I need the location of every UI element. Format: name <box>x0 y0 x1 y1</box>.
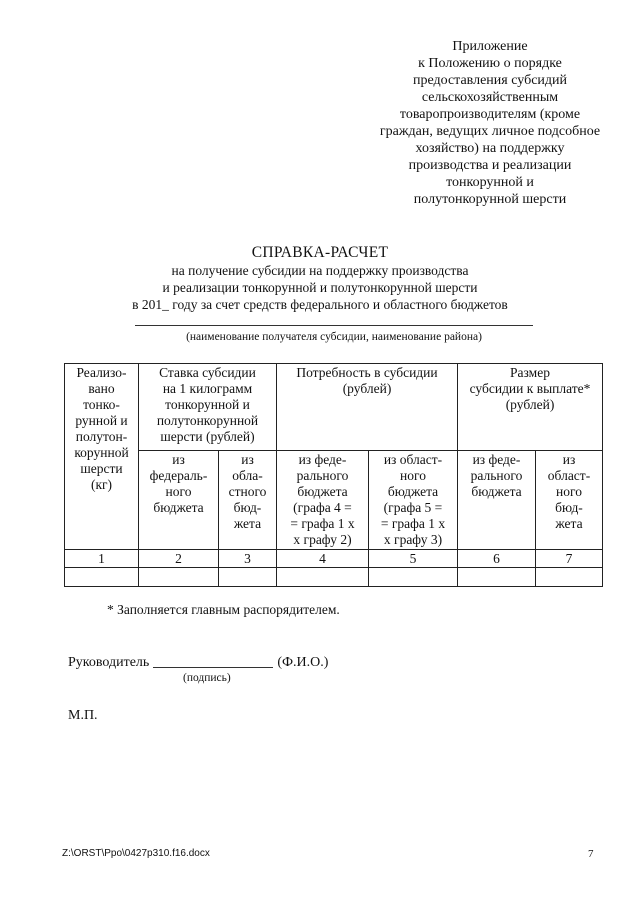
document-subtitle-line: в 201_ году за счет средств федерального и областного бюджетов <box>132 297 508 312</box>
subheader-payout-regional: из област- ного бюд- жета <box>536 451 603 550</box>
document-subtitle-line: на получение субсидии на поддержку производства <box>171 263 469 278</box>
empty-data-row <box>65 568 603 587</box>
table-cell[interactable] <box>369 568 458 587</box>
appendix-line: производства и реализации <box>408 158 572 173</box>
header-subsidy-rate: Ставка субсидии на 1 килограмм тонкорунной и полутонкорунной шерсти (рублей) <box>139 364 277 451</box>
head-name-placeholder: (Ф.И.О.) <box>277 655 329 670</box>
subheader-rate-regional: из обла- стного бюд- жета <box>219 451 277 550</box>
appendix-line: к Положению о порядке <box>418 56 562 71</box>
subheader-need-regional: из област- ного бюджета (графа 5 = = графа 1 х х графу 3) <box>369 451 458 550</box>
appendix-line: тонкорунной и <box>446 175 534 190</box>
signature-blank[interactable] <box>153 667 273 668</box>
appendix-line: товаропроизводителям (кроме <box>399 107 581 122</box>
appendix-line: Приложение <box>452 39 528 54</box>
column-number: 5 <box>369 550 458 568</box>
table-cell[interactable] <box>139 568 219 587</box>
recipient-blank-line <box>135 325 533 326</box>
column-number: 7 <box>536 550 603 568</box>
table-cell[interactable] <box>536 568 603 587</box>
column-number: 4 <box>277 550 369 568</box>
subheader-need-federal: из феде- рального бюджета (графа 4 = = графа 1 х х графу 2) <box>277 451 369 550</box>
table-cell[interactable] <box>458 568 536 587</box>
column-number: 3 <box>219 550 277 568</box>
document-title: СПРАВКА-РАСЧЕТ <box>251 244 389 261</box>
table-cell[interactable] <box>65 568 139 587</box>
stamp-label: М.П. <box>68 708 98 723</box>
document-title-block <box>60 244 580 313</box>
footnote: * Заполняется главным распорядителем. <box>107 602 340 617</box>
subheader-rate-federal: из федераль- ного бюджета <box>139 451 219 550</box>
table-header-row <box>65 364 603 451</box>
signature-line <box>68 655 328 671</box>
column-number: 2 <box>139 550 219 568</box>
table-cell[interactable] <box>219 568 277 587</box>
header-sold-wool: Реализо- вано тонко- рунной и полутон- корунной шерсти (кг) <box>65 364 139 550</box>
column-number: 6 <box>458 550 536 568</box>
subheader-payout-federal: из феде- рального бюджета <box>458 451 536 550</box>
appendix-line: граждан, ведущих личное подсобное <box>379 124 601 139</box>
appendix-line: полутонкорунной шерсти <box>413 192 567 207</box>
column-numbers-row <box>65 550 603 568</box>
page-number: 7 <box>588 848 594 860</box>
document-subtitle-line: и реализации тонкорунной и полутонкорунной шерсти <box>162 280 478 295</box>
head-label: Руководитель <box>68 655 150 670</box>
appendix-line: сельскохозяйственным <box>421 90 559 105</box>
recipient-caption: (наименование получателя субсидии, наименование района) <box>186 331 482 343</box>
signature-caption: (подпись) <box>183 672 231 684</box>
appendix-line: предоставления субсидий <box>412 73 568 88</box>
appendix-line: хозяйство) на поддержку <box>415 141 565 156</box>
calculation-table <box>64 363 603 587</box>
column-number: 1 <box>65 550 139 568</box>
footer-file-path: Z:\ORST\Ppo\0427p310.f16.docx <box>62 848 210 859</box>
header-subsidy-need: Потребность в субсидии (рублей) <box>277 364 458 451</box>
appendix-block <box>340 38 640 208</box>
header-subsidy-payout: Размер субсидии к выплате* (рублей) <box>458 364 603 451</box>
table-subheader-row <box>65 451 603 550</box>
table-cell[interactable] <box>277 568 369 587</box>
